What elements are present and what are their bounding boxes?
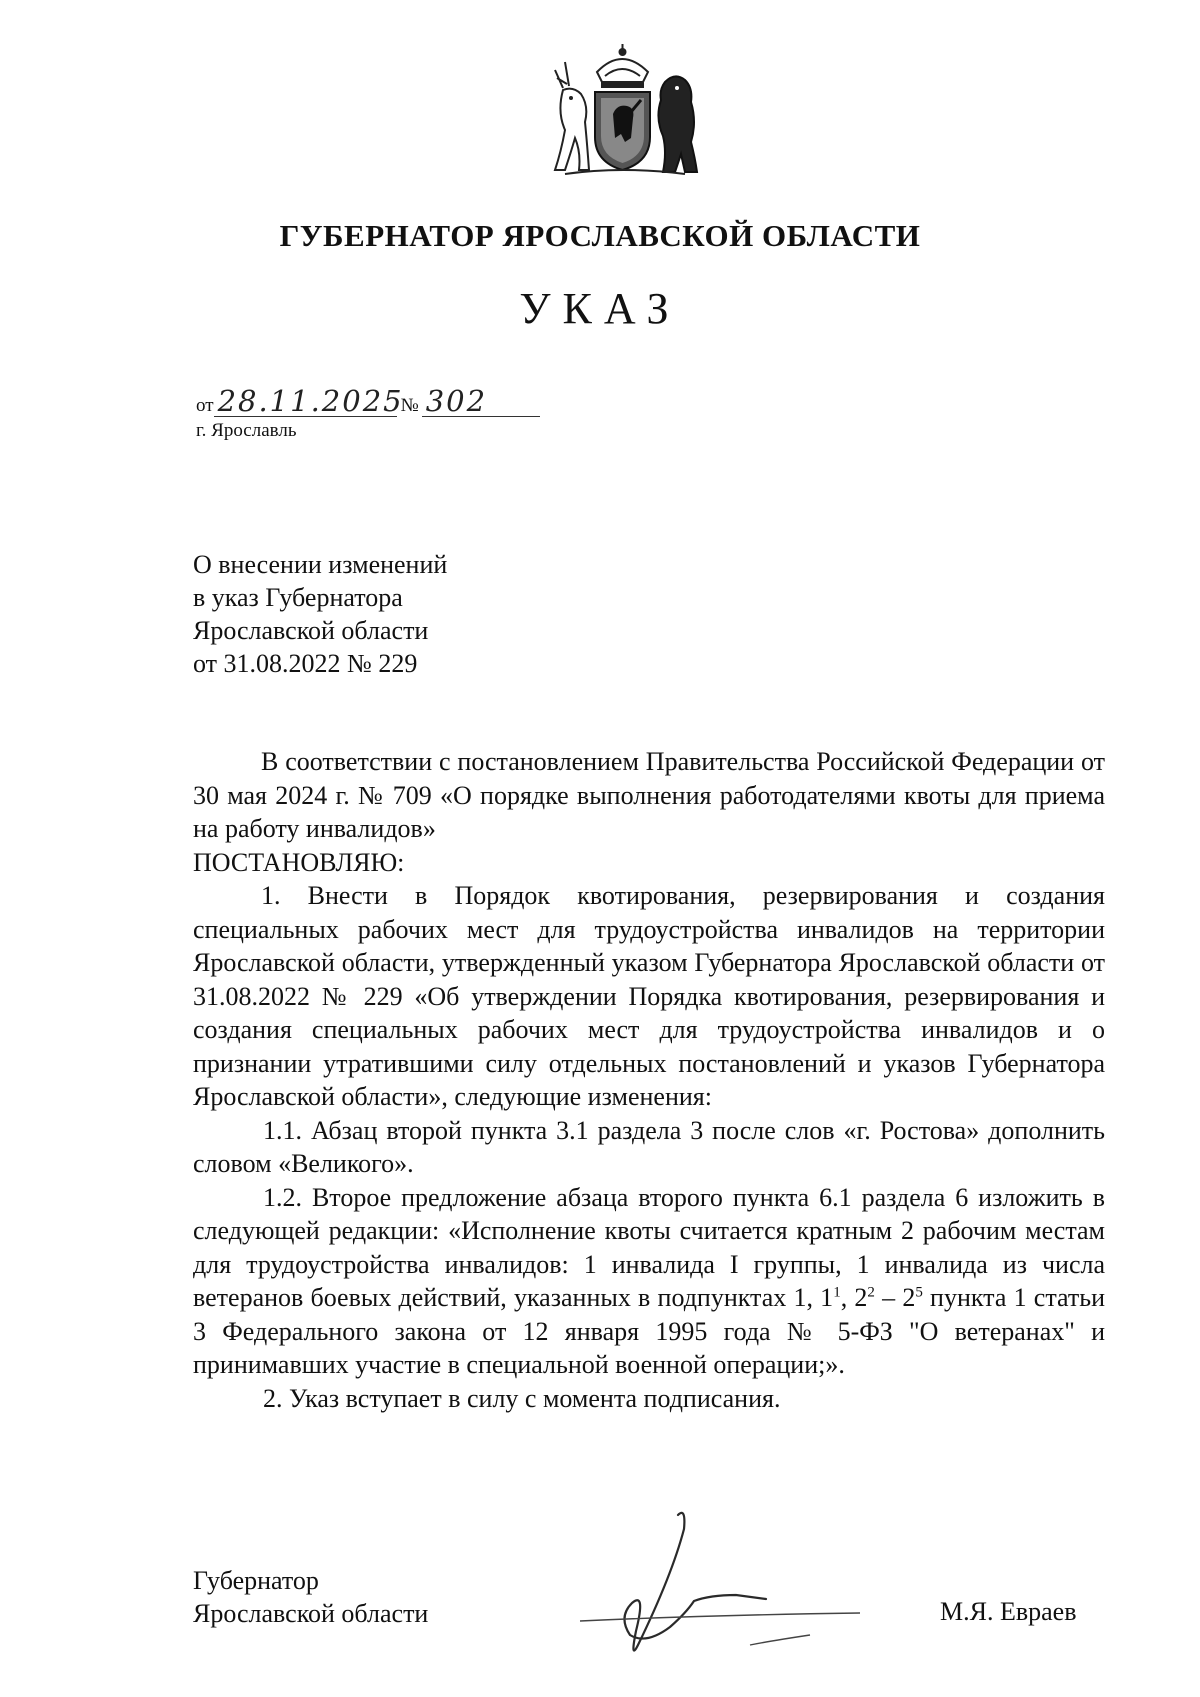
- position-line: Губернатор: [193, 1566, 319, 1595]
- signatory-position: [193, 1564, 428, 1630]
- document-body: [193, 745, 1105, 1415]
- item-1-2-text: пункта 1 статьи 3 Федерального закона от 12 января 1995 года № 5-ФЗ "О ветеранах" и принимавших участие в специальной военной операции;».: [193, 1283, 1106, 1379]
- handwritten-signature: [560, 1495, 900, 1675]
- city-label: г. Ярославль: [196, 420, 297, 441]
- subject-line: О внесении изменений: [193, 550, 448, 579]
- superscript: 5: [915, 1284, 923, 1301]
- item-1-2-paragraph: [193, 1181, 1105, 1382]
- position-line: Ярославской области: [193, 1599, 429, 1628]
- superscript: 2: [867, 1284, 875, 1301]
- item-1-paragraph: 1. Внести в Порядок квотирования, резервирования и создания специальных рабочих мест для трудоустройства инвалидов на территории Ярославской области, утвержденный указом Губернатора Ярославской области от 31.08.2022 № 229 «Об утверждении Порядка квотирования, резервирования и создания специальных рабочих мест для трудоустройства инвалидов и о признании утратившими силу отдельных постановлений и указов Губернатора Ярославской области», следующие изменения:: [193, 881, 1105, 1111]
- coat-of-arms-icon: [535, 42, 710, 182]
- registration-line: [196, 386, 540, 417]
- issuer-title: ГУБЕРНАТОР ЯРОСЛАВСКОЙ ОБЛАСТИ: [279, 218, 921, 253]
- number-label: №: [400, 395, 419, 416]
- handwritten-date: 28.11.2025: [214, 386, 397, 417]
- decree-word: ПОСТАНОВЛЯЮ:: [193, 847, 405, 877]
- subject-line: в указ Губернатора: [193, 583, 403, 612]
- superscript: 1: [833, 1284, 841, 1301]
- preamble-paragraph: В соответствии с постановлением Правительства Российской Федерации от 30 мая 2024 г. № 709 «О порядке выполнения работодателями квоты для приема на работу инвалидов»: [193, 747, 1105, 843]
- handwritten-number: 302: [422, 386, 540, 417]
- item-1-1-paragraph: 1.1. Абзац второй пункта 3.1 раздела 3 после слов «г. Ростова» дополнить словом «Великого».: [193, 1115, 1105, 1178]
- item-1-2-text: , 2: [840, 1283, 868, 1312]
- subject-line: Ярославской области: [193, 616, 429, 645]
- item-1-2-text: 1.2. Второе предложение абзаца второго пункта 6.1 раздела 6 изложить в следующей редакции: «Исполнение квоты считается кратным 2 рабочим местам для трудоустройства инвалидов: 1 инвалида I группы, 1 инвалида из числа ветеранов боевых действий, указанных в подпунктах 1, 1: [193, 1182, 1105, 1312]
- item-2-paragraph: 2. Указ вступает в силу с момента подписания.: [263, 1383, 781, 1413]
- date-label: от: [196, 395, 214, 416]
- subject-line: от 31.08.2022 № 229: [193, 649, 418, 678]
- document-type: УКАЗ: [519, 284, 681, 333]
- item-1-2-text: – 2: [874, 1283, 916, 1312]
- signatory-name: М.Я. Евраев: [940, 1597, 1077, 1626]
- document-subject: [193, 548, 447, 680]
